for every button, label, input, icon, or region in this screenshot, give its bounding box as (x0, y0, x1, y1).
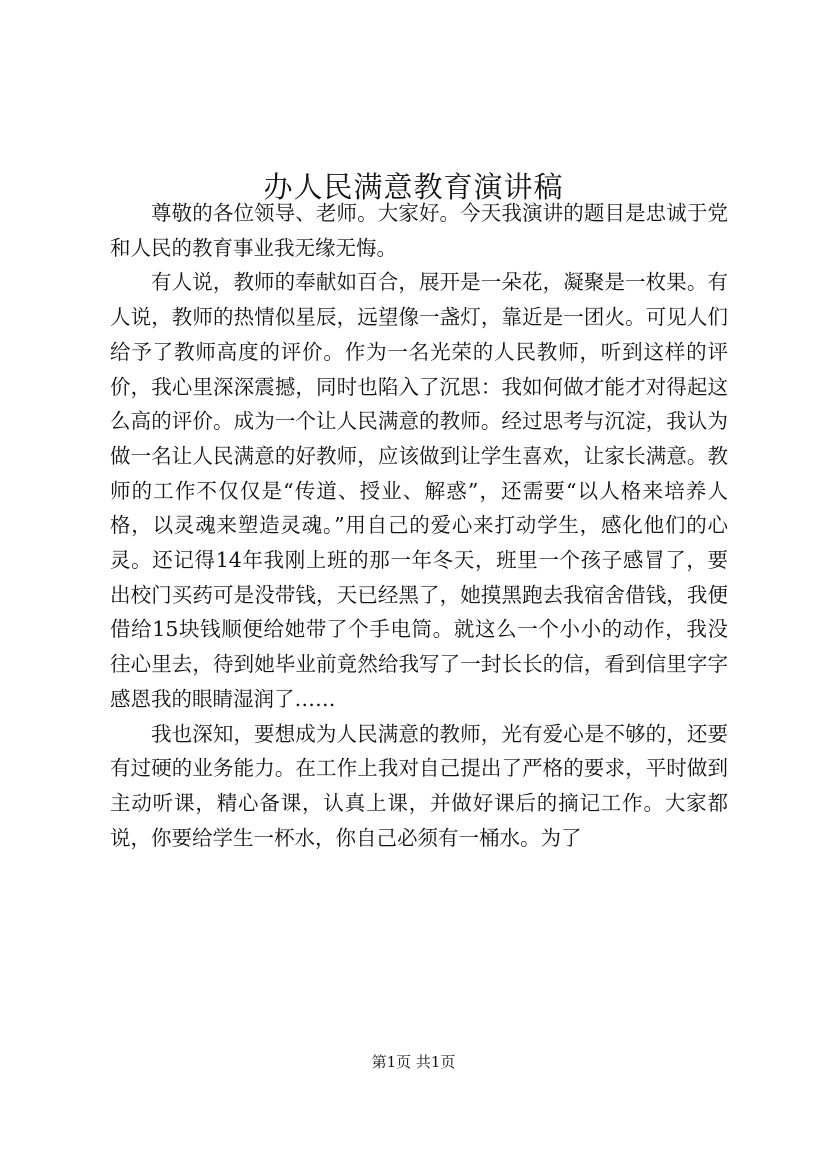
document-title: 办人民满意教育演讲稿 (263, 170, 564, 205)
paragraph-greeting: 尊敬的各位领导、老师。大家好。今天我演讲的题目是忠诚于党和人民的教育事业我无缘无悔。 (110, 201, 728, 260)
document-body (110, 196, 728, 855)
paragraph-teacher-dedication: 有人说，教师的奉献如百合，展开是一朵花，凝聚是一枚果。有人说，教师的热情似星辰，远望像一盏灯，靠近是一团火。可见人们给予了教师高度的评价。作为一名光荣的人民教师，听到这样的评价，我心里深深震撼，同时也陷入了沉思：我如何做才能才对得起这么高的评价。成为一个让人民满意的教师。经过思考与沉淀，我认为做一名让人民满意的好教师，应该做到让学生喜欢，让家长满意。教师的工作不仅仅是“传道、授业、解惑”，还需要“以人格来培养人格，以灵魂来塑造灵魂。”用自己的爱心来打动学生，感化他们的心灵。还记得14年我刚上班的那一年冬天，班里一个孩子感冒了，要出校门买药可是没带钱，天已经黑了，她摸黑跑去我宿舍借钱，我便借给15块钱顺便给她带了个手电筒。就这么一个小小的动作，我没往心里去，待到她毕业前竟然给我写了一封长长的信，看到信里字字感恩我的眼睛湿润了…… (110, 270, 728, 711)
paragraph-professional-ability: 我也深知，要想成为人民满意的教师，光有爱心是不够的，还要有过硬的业务能力。在工作上我对自己提出了严格的要求，平时做到主动听课，精心备课，认真上课，并做好课后的摘记工作。大家都说，你要给学生一杯水，你自己必须有一桶水。为了 (110, 721, 728, 850)
page-number-footer: 第1页 共1页 (371, 1053, 456, 1071)
